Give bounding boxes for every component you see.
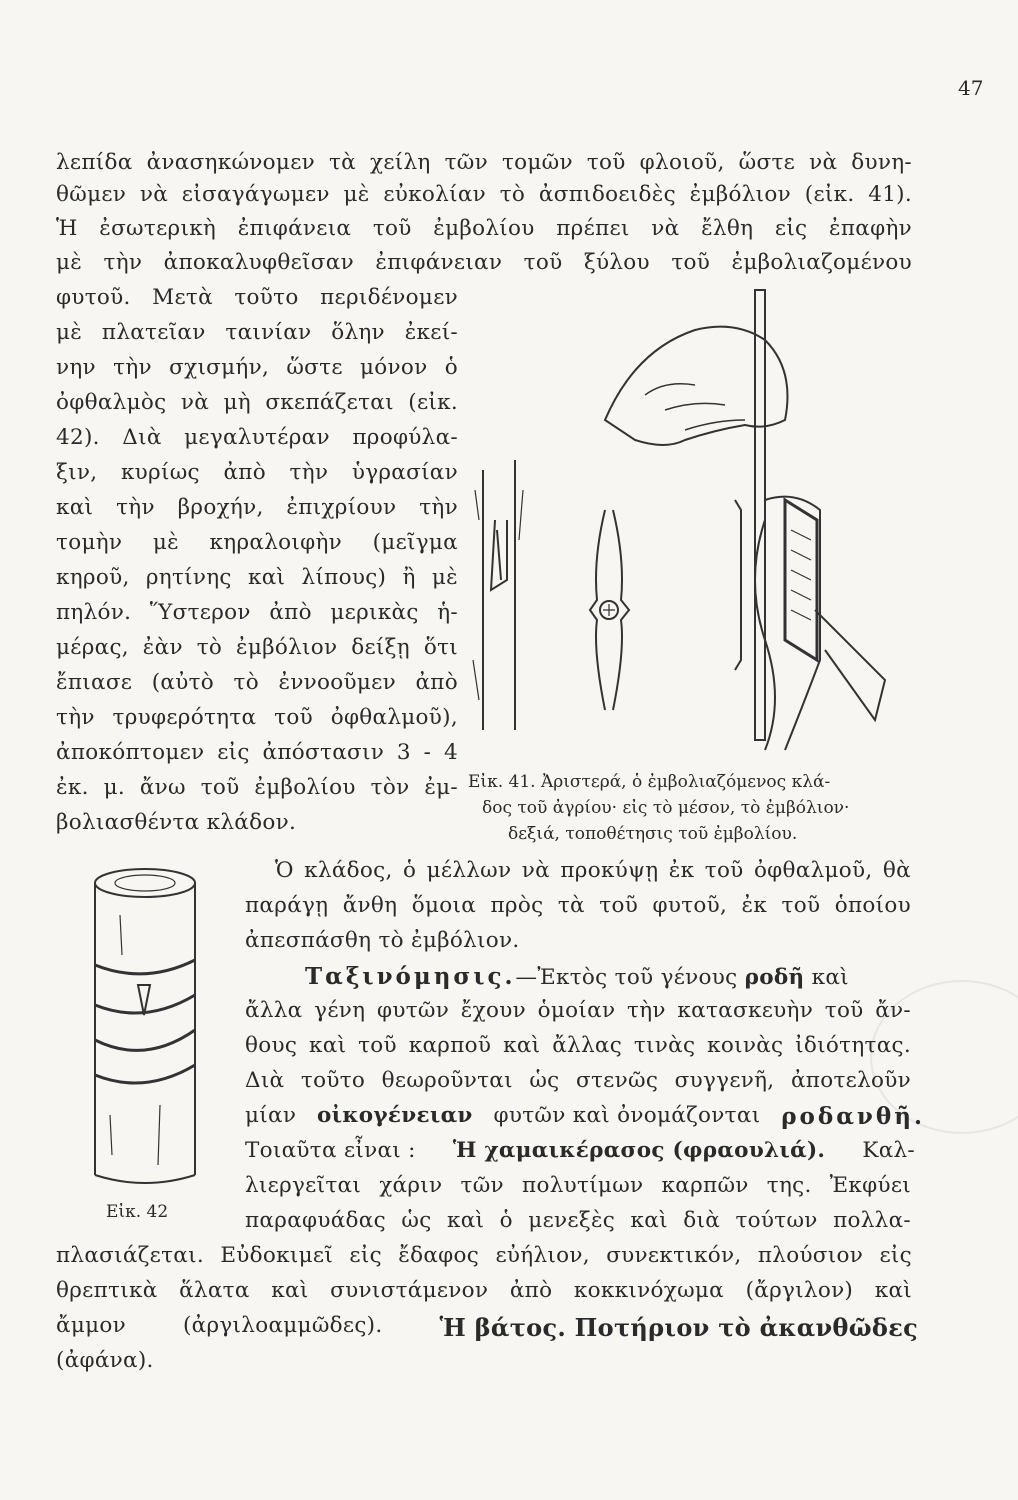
text-line: κηροῦ, ρητίνης καὶ λίπους) ἢ μὲ bbox=[56, 565, 458, 590]
text-line: νην τὴν σχισμήν, ὥστε μόνον ὁ bbox=[56, 355, 458, 380]
text-line: ξιν, κυρίως ἀπὸ τὴν ὑγρασίαν bbox=[56, 460, 458, 485]
text-line: μέρας, ἐὰν τὸ ἐμβόλιον δείξῃ ὅτι bbox=[56, 635, 458, 660]
figure-41-caption-line: δος τοῦ ἀγρίου· εἰς τὸ μέσον, τὸ ἐμβόλιον· bbox=[482, 798, 850, 818]
text-line: λιεργεῖται χάριν τῶν πολυτίμων καρπῶν της. Ἐκφύει bbox=[245, 1173, 911, 1198]
text-line: Διὰ τοῦτο θεωροῦνται ὡς στενῶς συγγενῆ, ἀποτελοῦν bbox=[245, 1068, 911, 1093]
text-line: τὴν τρυφερότητα τοῦ ὀφθαλμοῦ), bbox=[56, 705, 458, 730]
text-line: Ὁ κλάδος, ὁ μέλλων νὰ προκύψῃ ἐκ τοῦ ὀφθαλμοῦ, θὰ bbox=[275, 858, 911, 883]
figure-42-caption: Εἰκ. 42 bbox=[106, 1202, 169, 1222]
text-line: ἀποκόπτομεν εἰς ἀπόστασιν 3 - 4 bbox=[56, 740, 458, 765]
text-line: 42). Διὰ μεγαλυτέραν προφύλα- bbox=[56, 425, 458, 450]
text-line: μίαν οἰκογένειαν φυτῶν καὶ ὀνομάζονται ροδανθῆ. bbox=[245, 1103, 925, 1130]
text-line: τομὴν μὲ κηραλοιφὴν (μεῖγμα bbox=[56, 530, 458, 555]
text-line: παράγῃ ἄνθη ὅμοια πρὸς τὰ τοῦ φυτοῦ, ἐκ τοῦ ὁποίου bbox=[245, 893, 911, 918]
text-line: ἀπεσπάσθη τὸ ἐμβόλιον. bbox=[245, 928, 520, 953]
text-line: ἔπιασε (αὐτὸ τὸ ἐννοοῦμεν ἀπὸ bbox=[56, 670, 458, 695]
text-line: παραφυάδας ὡς καὶ ὁ μενεξὲς καὶ διὰ τούτων πολλα- bbox=[245, 1208, 911, 1233]
family-name: ροδανθῆ. bbox=[781, 1103, 925, 1130]
text-line: ἄμμον (ἀργιλοαμμῶδες). Ἡ βάτος. Ποτήριον τὸ ἀκανθῶδες bbox=[56, 1313, 918, 1342]
figure-41-illustration bbox=[465, 280, 925, 760]
species-blackberry: Ἡ βάτος. Ποτήριον τὸ ἀκανθῶδες bbox=[439, 1313, 918, 1342]
taxonomy-heading: Ταξινόμησις. bbox=[305, 963, 516, 990]
genus-name: ροδῆ bbox=[744, 965, 805, 990]
text-line: λεπίδα ἀνασηκώνομεν τὰ χείλη τῶν τομῶν τοῦ φλοιοῦ, ὥστε νὰ δυνη- bbox=[56, 150, 912, 175]
text-line: φυτοῦ. Μετὰ τοῦτο περιδένομεν bbox=[56, 285, 458, 310]
text-line: θῶμεν νὰ εἰσαγάγωμεν μὲ εὐκολίαν τὸ ἀσπιδοειδὲς ἐμβόλιον (εἰκ. 41). bbox=[56, 182, 912, 207]
text-line: πλασιάζεται. Εὐδοκιμεῖ εἰς ἔδαφος εὐήλιον, συνεκτικόν, πλούσιον εἰς bbox=[56, 1243, 912, 1268]
taxonomy-line: Ταξινόμησις.—Ἐκτὸς τοῦ γένους ροδῆ καὶ bbox=[305, 963, 849, 990]
text-line: μὲ πλατεῖαν ταινίαν ὅλην ἐκεί- bbox=[56, 320, 458, 345]
species-strawberry: Ἡ χαμαικέρασος (φραουλιά). bbox=[452, 1138, 826, 1163]
family-word: οἰκογένειαν bbox=[317, 1103, 473, 1128]
figure-41-caption-line: δεξιά, τοποθέτησις τοῦ ἐμβολίου. bbox=[508, 824, 798, 844]
figure-42-illustration bbox=[80, 865, 230, 1195]
text-line: (ἀφάνα). bbox=[56, 1348, 154, 1373]
text-line: ὀφθαλμὸς νὰ μὴ σκεπάζεται (εἰκ. bbox=[56, 390, 458, 415]
text-line: Τοιαῦτα εἶναι : Ἡ χαμαικέρασος (φραουλιά). Καλ- bbox=[245, 1138, 915, 1163]
text-line: καὶ τὴν βροχήν, ἐπιχρίουν τὴν bbox=[56, 495, 458, 520]
text-line: βολιασθέντα κλάδον. bbox=[56, 810, 297, 835]
text-line: μὲ τὴν ἀποκαλυφθεῖσαν ἐπιφάνειαν τοῦ ξύλου τοῦ ἐμβολιαζομένου bbox=[56, 250, 912, 275]
page-number: 47 bbox=[958, 76, 984, 100]
text-line: Ἡ ἐσωτερικὴ ἐπιφάνεια τοῦ ἐμβολίου πρέπει νὰ ἔλθη εἰς ἐπαφὴν bbox=[56, 216, 912, 241]
text-line: ἐκ. μ. ἄνω τοῦ ἐμβολίου τὸν ἐμ- bbox=[56, 775, 458, 800]
text-line: πηλόν. Ὕστερον ἀπὸ μερικὰς ἡ- bbox=[56, 600, 458, 625]
text-line: θους καὶ τοῦ καρποῦ καὶ ἄλλας τινὰς κοινὰς ἰδιότητας. bbox=[245, 1033, 911, 1058]
text-line: θρεπτικὰ ἅλατα καὶ συνιστάμενον ἀπὸ κοκκινόχωμα (ἄργιλον) καὶ bbox=[56, 1278, 912, 1303]
figure-41-caption-line: Εἰκ. 41. Ἀριστερά, ὁ ἐμβολιαζόμενος κλά- bbox=[468, 772, 831, 792]
text-line: ἄλλα γένη φυτῶν ἔχουν ὁμοίαν τὴν κατασκευὴν τοῦ ἄν- bbox=[245, 998, 911, 1023]
